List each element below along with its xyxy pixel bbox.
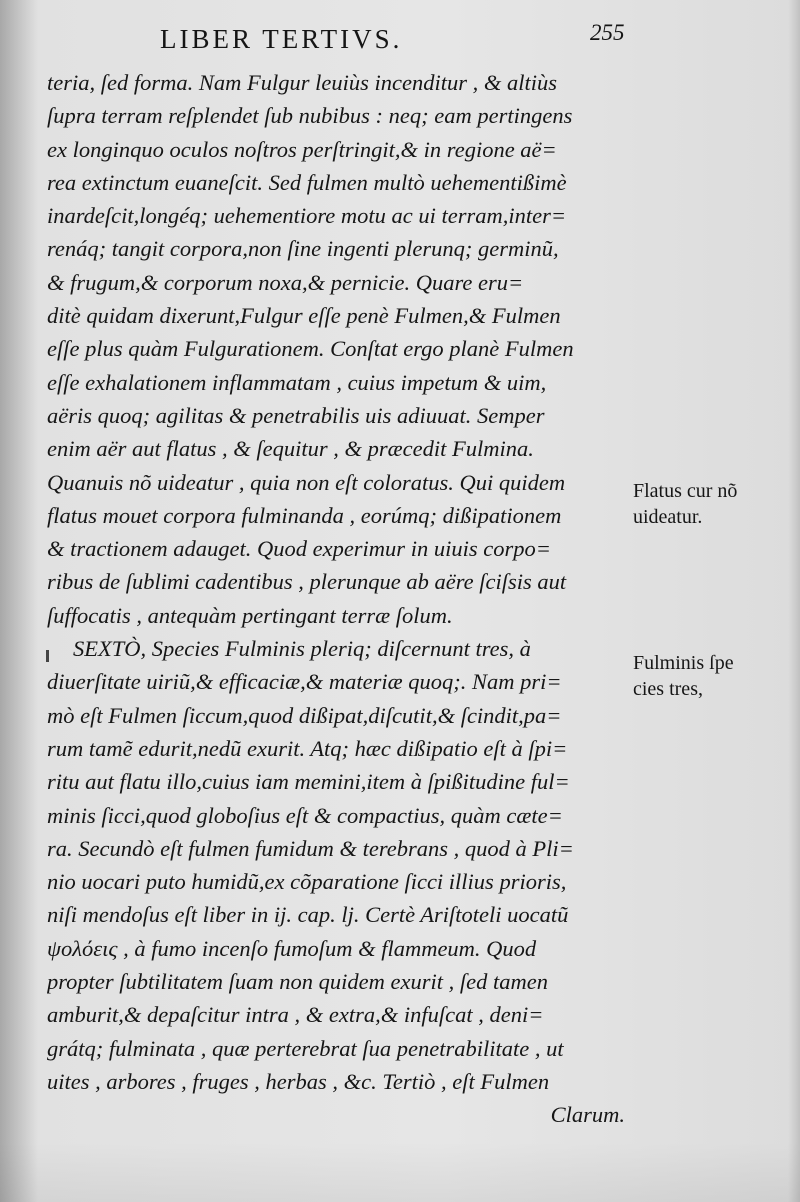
text-line-31: uites , arbores , fruges , herbas , &c. Tertiò , eſt Fulmen xyxy=(47,1068,550,1094)
text-line-2: ſupra terram reſplendet ſub nubibus : neq; eam pertingens xyxy=(47,103,573,129)
text-line-13: Quanuis nõ uideatur , quia non eſt coloratus. Qui quidem xyxy=(47,469,566,495)
text-line-25: nio uocari puto humidũ,ex cõparatione ſicci illius prioris, xyxy=(47,869,567,895)
text-line-16: ribus de ſublimi cadentibus , plerunque ab aëre ſciſsis aut xyxy=(47,569,567,595)
text-line-20: mò eſt Fulmen ſiccum,quod dißipat,diſcutit,& ſcindit,pa= xyxy=(47,702,562,728)
margin-note-line: cies tres, xyxy=(633,678,703,700)
text-line-11: aëris quoq; agilitas & penetrabilis uis adiuuat. Semper xyxy=(47,402,545,428)
text-line-24: ra. Secundò eſt fulmen fumidum & terebrans , quod à Pli= xyxy=(47,835,574,861)
text-line-29: amburit,& depaſcitur intra , & extra,& infuſcat , deni= xyxy=(47,1002,544,1028)
text-line-18: SEXTÒ, Species Fulminis pleriq; diſcernunt tres, à xyxy=(73,636,531,662)
text-line-1: teria, ſed forma. Nam Fulgur leuiùs incenditur , & altiùs xyxy=(47,70,557,95)
text-line-27: ψολόεις , à fumo incenſo fumoſum & flammeum. Quod xyxy=(47,935,537,961)
text-line-23: minis ſicci,quod globoſius eſt & compactius, quàm cæte= xyxy=(47,802,563,828)
margin-note-line: uideatur. xyxy=(633,506,703,528)
text-line-19: diuerſitate uiriũ,& efficaciæ,& materiæ quoq;. Nam pri= xyxy=(47,669,562,695)
text-line-26: niſi mendoſus eſt liber in ij. cap. lj. Certè Ariſtoteli uocatũ xyxy=(47,902,569,928)
page-bottom-shadow xyxy=(0,1142,800,1202)
text-line-10: eſſe exhalationem inflammatam , cuius impetum & uim, xyxy=(47,369,547,395)
text-line-30: grátq; fulminata , quæ perterebrat ſua penetrabilitate , ut xyxy=(47,1035,564,1061)
text-line-7: & frugum,& corporum noxa,& pernicie. Quare eru= xyxy=(47,269,524,295)
main-text-block xyxy=(47,66,625,1132)
margin-note-flatus xyxy=(633,478,795,530)
text-line-8: ditè quidam dixerunt,Fulgur eſſe penè Fulmen,& Fulmen xyxy=(47,303,561,329)
page-number: 255 xyxy=(590,20,625,45)
text-line-17: ſuffocatis , antequàm pertingant terræ ſolum. xyxy=(47,602,453,628)
text-line-28: propter ſubtilitatem ſuam non quidem exurit , ſed tamen xyxy=(47,969,548,995)
text-line-12: enim aër aut flatus , & ſequitur , & præcedit Fulmina. xyxy=(47,436,534,462)
text-line-6: renáq; tangit corpora,non ſine ingenti plerunq; germinũ, xyxy=(47,236,559,262)
text-line-4: rea extinctum euaneſcit. Sed fulmen multò uehementißimè xyxy=(47,169,567,195)
text-line-22: ritu aut flatu illo,cuius iam memini,item à ſpißitudine ful= xyxy=(47,769,570,795)
page-edge-shadow xyxy=(788,0,800,1202)
text-line-14: flatus mouet corpora fulminanda , eorúmq; dißipationem xyxy=(47,502,562,528)
margin-note-line: Flatus cur nõ xyxy=(633,480,738,502)
margin-note-line: Fulminis ſpe xyxy=(633,652,734,674)
text-line-9: eſſe plus quàm Fulgurationem. Conſtat ergo planè Fulmen xyxy=(47,336,574,362)
margin-note-species xyxy=(633,650,795,702)
text-line-15: & tractionem adauget. Quod experimur in uiuis corpo= xyxy=(47,536,551,562)
text-line-3: ex longinquo oculos noſtros perſtringit,& in regione aë= xyxy=(47,136,557,162)
text-line-5: inardeſcit,longéq; uehementiore motu ac ui terram,inter= xyxy=(47,203,567,229)
running-head: LIBER TERTIVS. xyxy=(160,24,403,54)
text-line-21: rum tamẽ edurit,nedũ exurit. Atq; hæc dißipatio eſt à ſpi= xyxy=(47,735,568,761)
catchword: Clarum. xyxy=(550,1102,625,1128)
